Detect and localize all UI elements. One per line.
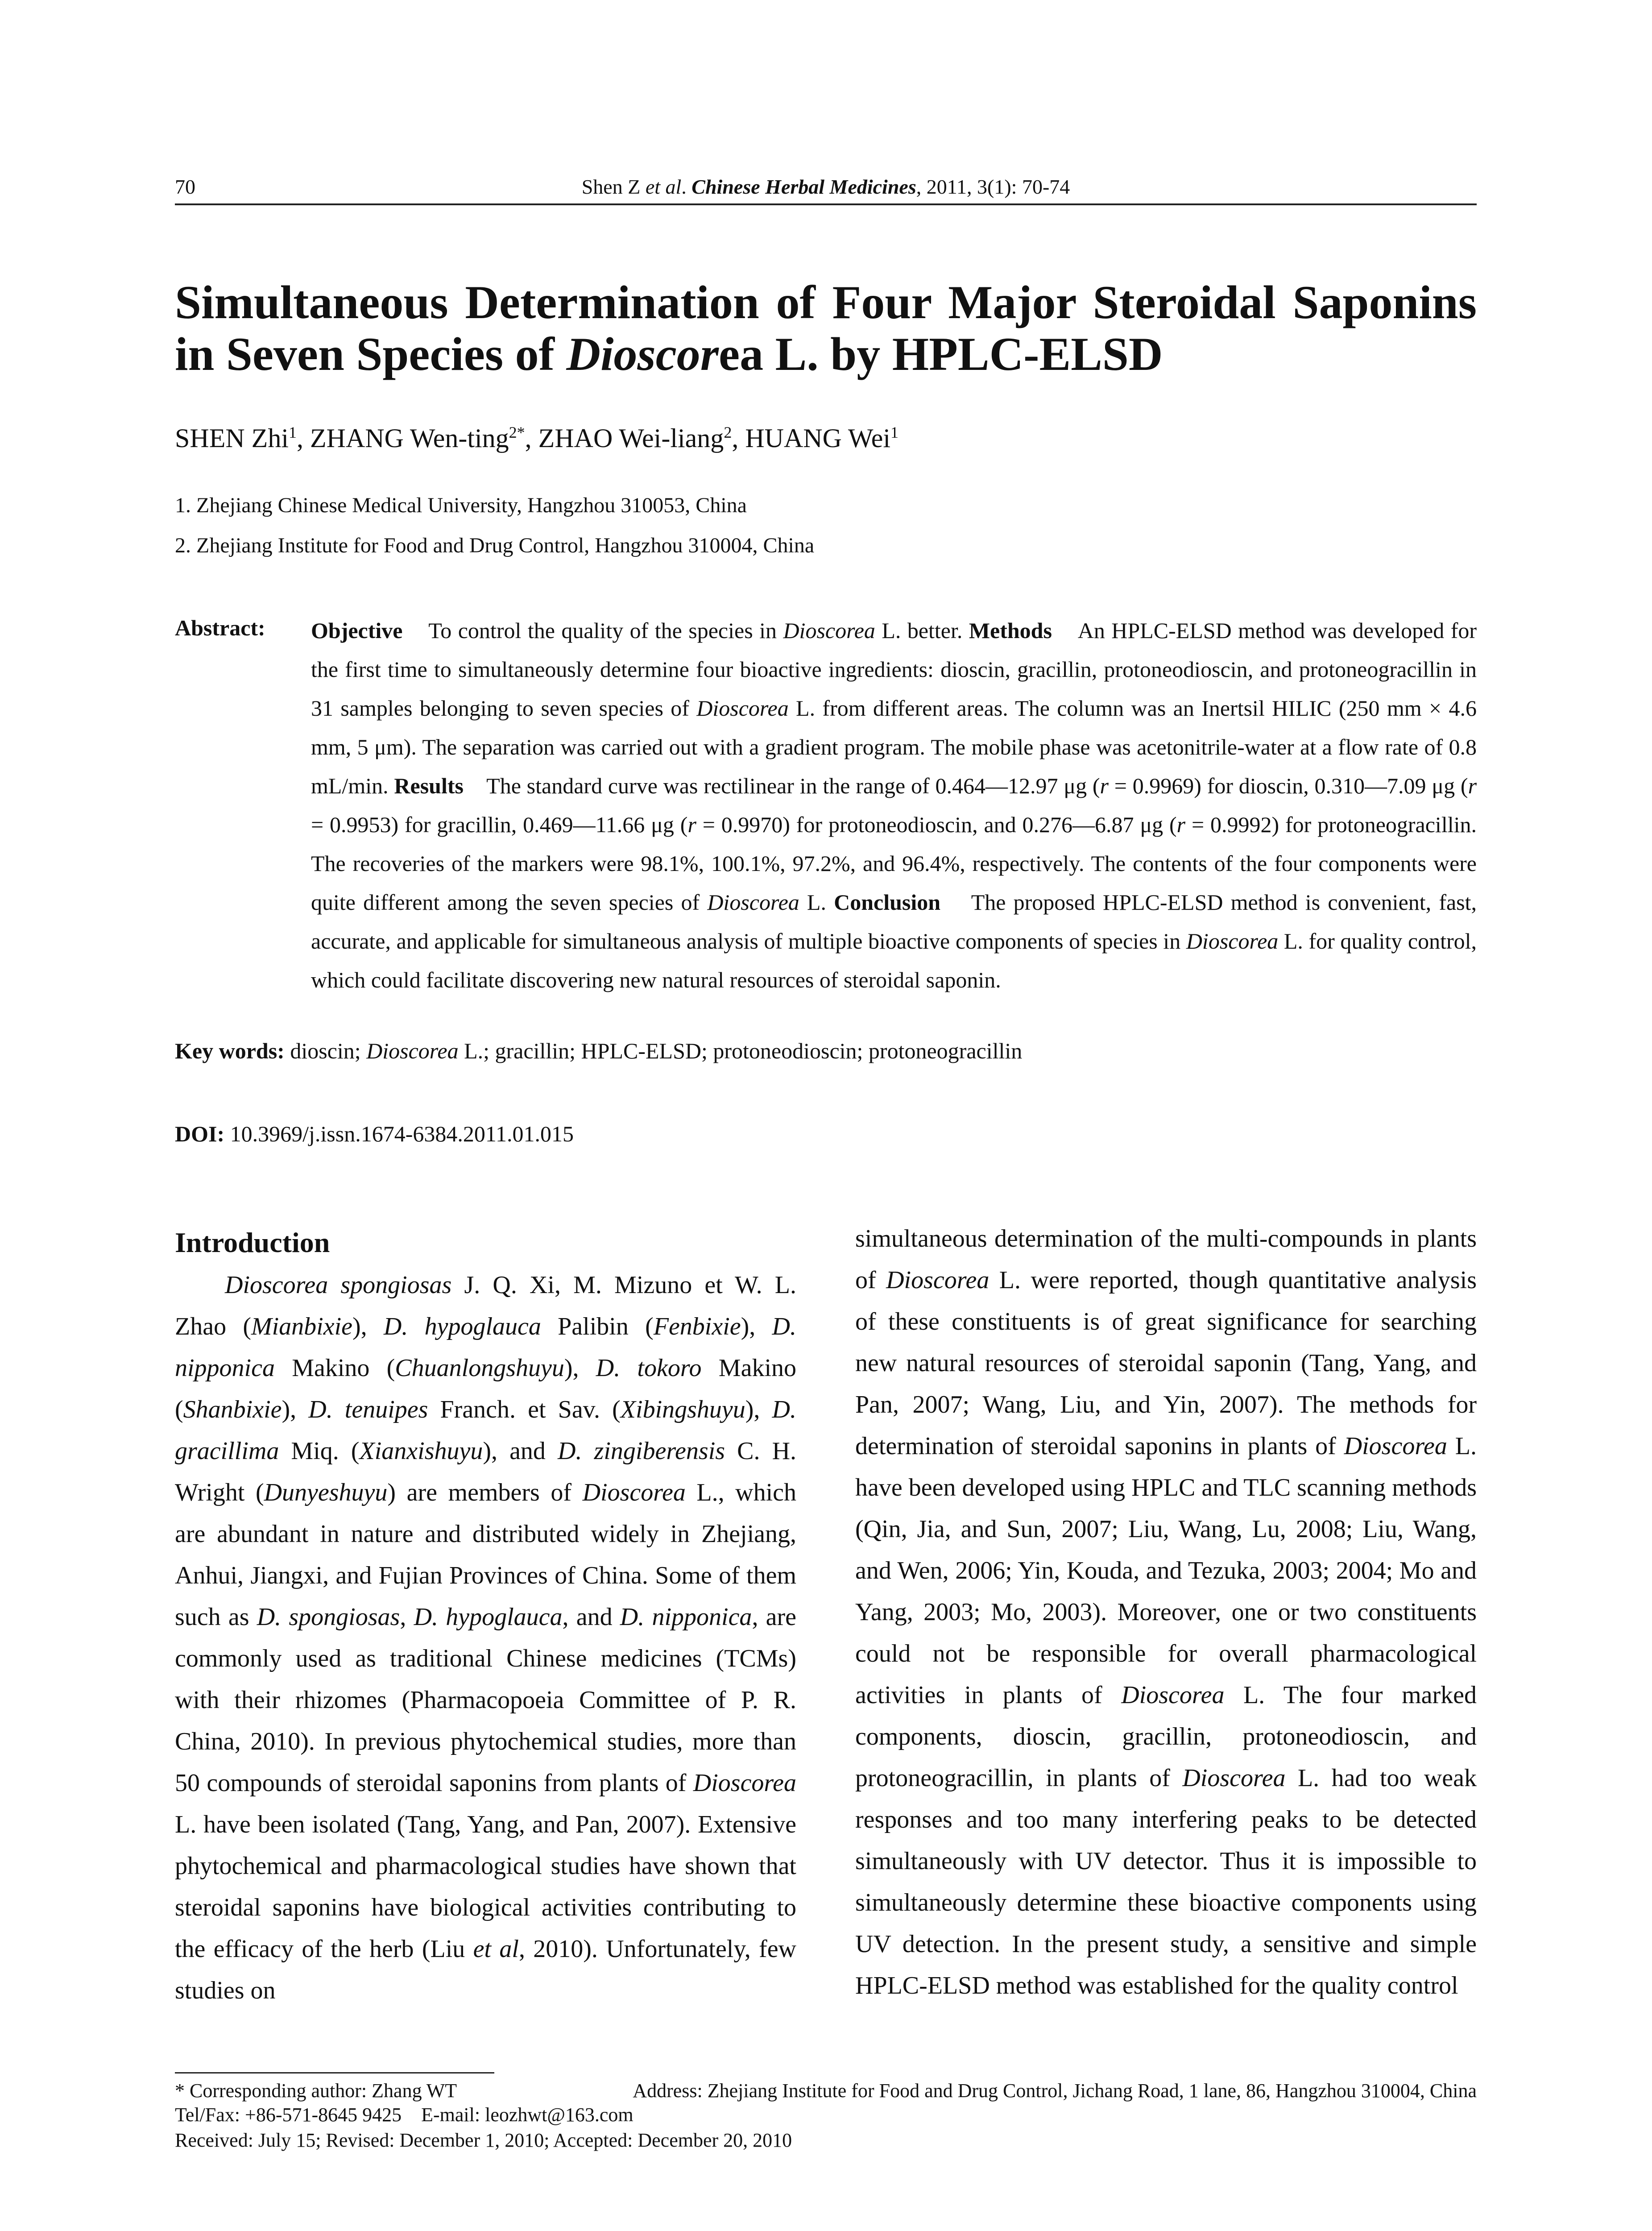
affiliation-2: 2. Zhejiang Institute for Food and Drug Control, Hangzhou 310004, China	[175, 534, 815, 557]
author: ZHAO Wei-liang	[538, 423, 724, 453]
title-line-1: Simultaneous Determination of Four Major Steroidal Saponins	[175, 276, 1477, 328]
intro-paragraph-left: Dioscorea spongiosas J. Q. Xi, M. Mizuno et W. L. Zhao (Mianbixie), D. hypoglauca Palibin (Fenbixie), D. nipponica Makino (Chuanlongshuyu), D. tokoro Makino (Shanbixie), D. tenuipes Franch. et Sav. (Xibingshuyu), D. gracillima Miq. (Xianxishuyu), and D. zingiberensis C. H. Wright (Dunyeshuyu) are members of Dioscorea L., which are abundant in nature and distributed widely in Zhejiang, Anhui, Jiangxi, and Fujian Provinces of China. Some of them such as D. spongiosas, D. hypoglauca, and D. nipponica, are commonly used as traditional Chinese medicines (TCMs) with their rhizomes (Pharmacopoeia Committee of P. R. China, 2010). In previous phytochemical studies, more than 50 compounds of steroidal saponins from plants of Dioscorea L. have been isolated (Tang, Yang, and Pan, 2007). Extensive phytochemical and pharmacological studies have shown that steroidal saponins have biological activities contributing to the efficacy of the herb (Liu et al, 2010). Unfortunately, few studies on	[175, 1271, 797, 2004]
doi: DOI: 10.3969/j.issn.1674-6384.2011.01.015	[175, 1121, 574, 1146]
article-title	[175, 277, 1477, 380]
footnote-rule	[175, 2072, 494, 2073]
author: ZHANG Wen-ting	[310, 423, 509, 453]
abstract-text: Objective To control the quality of the species in Dioscorea L. better. Methods An HPLC-ELSD method was developed for the first time to simultaneously determine four bioactive ingredients: dioscin, gracillin, protoneodioscin, and protoneogracillin in 31 samples belonging to seven species of Dioscorea L. from different areas. The column was an Inertsil HILIC (250 mm × 4.6 mm, 5 μm). The separation was carried out with a gradient program. The mobile phase was acetonitrile-water at a flow rate of 0.8 mL/min. Results The standard curve was rectilinear in the range of 0.464—12.97 μg (r = 0.9969) for dioscin, 0.310—7.09 μg (r = 0.9953) for gracillin, 0.469—11.66 μg (r = 0.9970) for protoneodioscin, and 0.276—6.87 μg (r = 0.9992) for protoneogracillin. The recoveries of the markers were 98.1%, 100.1%, 97.2%, and 96.4%, respectively. The contents of the four components were quite different among the seven species of Dioscorea L. Conclusion The proposed HPLC-ELSD method is convenient, fast, accurate, and applicable for simultaneous analysis of multiple bioactive components of species in Dioscorea L. for quality control, which could facilitate discovering new natural resources of steroidal saponin.	[311, 618, 1477, 992]
page-number: 70	[175, 175, 195, 198]
section-heading-introduction: Introduction	[175, 1227, 330, 1258]
running-header	[175, 174, 1477, 205]
footnote-corresponding: * Corresponding author: Zhang WT Address: Zhejiang Institute for Food and Drug Control, Jichang Road, 1 lane, 86, Hangzhou 310004, China	[175, 2080, 1477, 2102]
author: SHEN Zhi	[175, 423, 289, 453]
body-column-right	[855, 1218, 1477, 2007]
intro-paragraph-right: simultaneous determination of the multi-compounds in plants of Dioscorea L. were reported, though quantitative analysis of these constituents is of great significance for searching new natural resources of steroidal saponin (Tang, Yang, and Pan, 2007; Wang, Liu, and Yin, 2007). The methods for determination of steroidal saponins in plants of Dioscorea L. have been developed using HPLC and TLC scanning methods (Qin, Jia, and Sun, 2007; Liu, Wang, Lu, 2008; Liu, Wang, and Wen, 2006; Yin, Kouda, and Tezuka, 2003; 2004; Mo and Yang, 2003; Mo, 2003). Moreover, one or two constituents could not be responsible for overall pharmacological activities in plants of Dioscorea L. The four marked components, dioscin, gracillin, protoneodioscin, and protoneogracillin, in plants of Dioscorea L. had too weak responses and too many interfering peaks to be detected simultaneously with UV detector. Thus it is impossible to simultaneously determine these bioactive components using UV detection. In the present study, a sensitive and simple HPLC-ELSD method was established for the quality control	[855, 1225, 1477, 1999]
title-line-2: in Seven Species of Dioscorea L. by HPLC-ELSD	[175, 328, 1163, 380]
body-column-left	[175, 1223, 796, 2011]
keywords: Key words: dioscin; Dioscorea L.; gracillin; HPLC-ELSD; protoneodioscin; protoneogracillin	[175, 1038, 1023, 1063]
abstract-label: Abstract:	[175, 615, 265, 640]
email-link[interactable]: E-mail: leozhwt@163.com	[421, 2104, 633, 2126]
footnote-dates: Received: July 15; Revised: December 1, 2010; Accepted: December 20, 2010	[175, 2129, 792, 2151]
author: HUANG Wei	[745, 423, 891, 453]
journal-citation: Shen Z et al. Chinese Herbal Medicines, 2011, 3(1): 70-74	[581, 175, 1070, 198]
footnote-contact: Tel/Fax: +86-571-8645 9425 E-mail: leozhwt@163.com	[175, 2104, 633, 2126]
affiliation-1: 1. Zhejiang Chinese Medical University, Hangzhou 310053, China	[175, 493, 747, 517]
footnote-address: Address: Zhejiang Institute for Food and Drug Control, Jichang Road, 1 lane, 86, Hangzhou 310004, China	[633, 2080, 1477, 2102]
journal-name: Chinese Herbal Medicines	[691, 175, 916, 198]
author-list: SHEN Zhi$^1$, ZHANG Wen-ting$^{2*}$, ZHAO Wei-liang$^2$, HUANG Wei$^1$	[175, 423, 899, 453]
